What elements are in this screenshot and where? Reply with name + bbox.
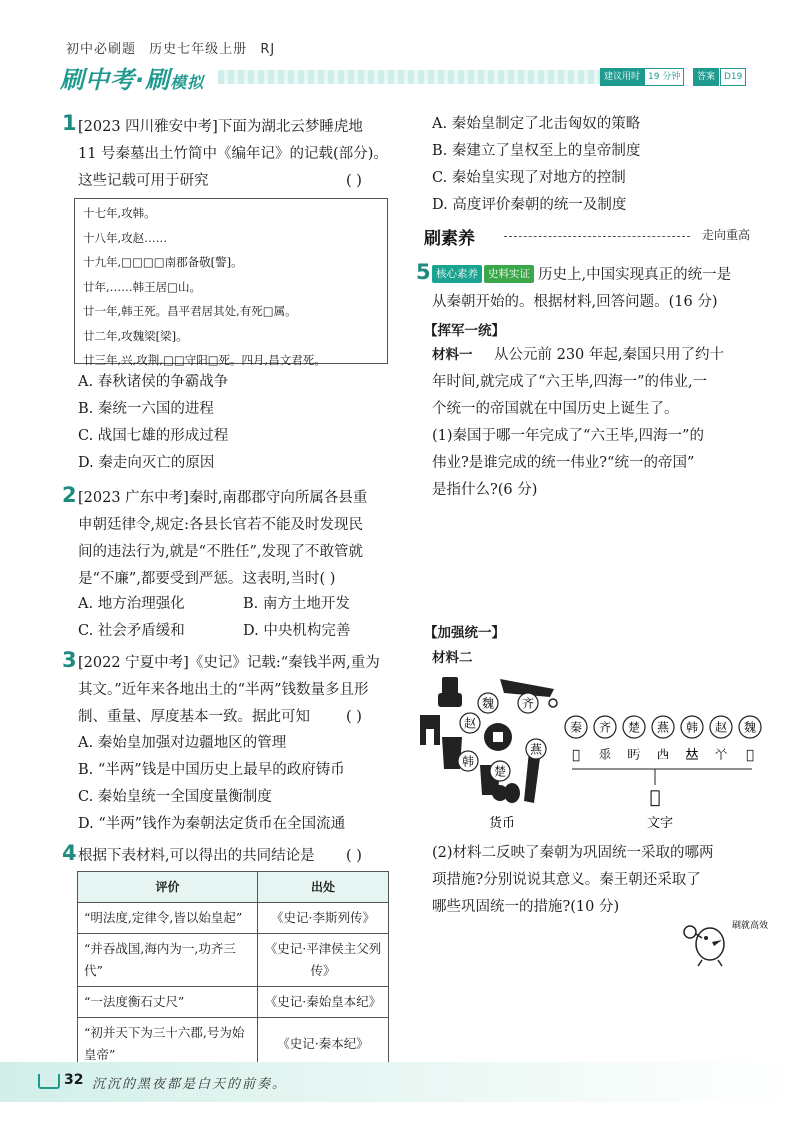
answer-label: 答案 [693,68,719,86]
subject-name: 历史七年级上册 [149,42,248,57]
svg-text:魏: 魏 [481,696,495,711]
time-value: 19 分钟 [644,68,684,86]
option-a: A. 春秋诸侯的争霸战争 [78,374,229,390]
q4-table [77,871,389,1071]
option-a: A. 秦始皇加强对边疆地区的管理 [78,735,287,751]
ancient-script-glyph: 𠁢 [746,748,754,763]
subquestion-line: 项措施?分别说说其意义。秦王朝还采取了 [432,872,701,888]
section-title: 刷素养 [424,229,475,249]
table-cell: 《史记·平津侯主父列传》 [258,934,389,987]
subsection-heading: 【挥军一统】 [424,323,505,339]
mascot-text: 刷就高效 [732,921,769,931]
option-c: C. 秦始皇统一全国度量衡制度 [78,789,272,805]
option-d: D. 高度评价秦朝的统一及制度 [432,197,627,213]
option-c: C. 战国七雄的形成过程 [78,428,229,444]
svg-text:赵: 赵 [714,720,728,735]
svg-text:楚: 楚 [627,720,641,735]
coin-state-label [490,761,510,781]
coin-state-label [458,751,478,771]
page-number: 32 [64,1072,84,1088]
brand-bar [60,60,750,94]
option-a: A. 秦始皇制定了北击匈奴的策略 [432,116,641,132]
q5-stem-line: 历史上,中国实现真正的统一是 [538,267,732,283]
table-cell: 《史记·李斯列传》 [258,903,389,934]
svg-text:燕: 燕 [656,720,670,735]
material-label: 材料二 [432,650,473,666]
script-state-label [565,716,587,763]
option-d: D. 中央机构完善 [243,623,351,639]
material-line: 廿一年,韩王死。昌平君居其处,有死□属。 [83,304,297,318]
question-number: 5 [416,260,431,284]
option-d: D. “半两”钱作为秦朝法定货币在全国流通 [78,816,346,832]
option-b: B. 南方土地开发 [243,596,350,612]
svg-text:齐: 齐 [521,696,535,711]
table-cell: 《史记·秦始皇本纪》 [258,987,389,1018]
q2-stem-line: 是“不廉”,都要受到严惩。这表明,当时( ) [78,571,336,587]
q2-stem-line: 间的违法行为,就是“不胜任”,发现了不敢管就 [78,544,364,560]
table-row [78,903,389,934]
script-state-label [739,716,761,763]
q1-material-box [74,198,388,367]
table-cell: “并吞战国,海内为一,功齐三代” [78,934,258,987]
material-line: 从公元前 230 年起,秦国只用了约十 [494,347,725,363]
material-2-illustration [412,665,757,835]
material-line: 十九年,□□□□南郡备敬[警]。 [83,255,243,269]
script-state-label [594,716,616,763]
svg-text:魏: 魏 [743,720,757,735]
script-state-label [681,716,703,763]
option-c: C. 社会矛盾缓和 [78,623,185,639]
table-cell: “明法度,定律令,皆以始皇起” [78,903,258,934]
q2-stem-line: [2023 广东中考]秦时,南郡郡守向所属各县重 [78,490,368,506]
material-label: 材料一 [432,347,473,363]
svg-text:秦: 秦 [569,720,583,735]
ancient-script-glyph: 𢍄 [572,748,580,763]
section-header [424,224,750,248]
running-header [66,38,283,57]
subquestion-line: 是指什么?(6 分) [432,482,538,498]
coin-caption: 货币 [488,816,516,831]
edition-label: RJ [260,42,276,57]
answer-blank: ( ) [346,709,362,725]
q1-stem-line: 这些记载可用于研究 [78,173,209,189]
table-cell: 《史记·秦本纪》 [258,1018,389,1071]
subsection-heading: 【加强统一】 [424,625,505,641]
script-comparison [565,716,761,763]
material-line: 十七年,攻韩。 [83,206,156,220]
question-number: 1 [62,111,77,135]
ancient-script-glyph: 𥃳 [627,748,641,763]
footer-quote: 沉沉的黑夜都是白天的前奏。 [92,1077,288,1092]
script-caption: 文字 [646,816,674,831]
subquestion-line: (1)秦国于哪一年完成了“六王毕,四海一”的 [432,428,704,444]
time-label: 建议用时 [600,68,644,86]
q1-stem-line: [2023 四川雅安中考]下面为湖北云梦睡虎地 [78,119,363,135]
table-row [78,987,389,1018]
material-line: 廿二年,攻魏梁[梁]。 [83,328,188,343]
q3-stem-line: [2022 宁夏中考]《史记》记载:“秦钱半两,重为 [78,655,380,671]
q2-stem-line: 申朝廷律令,规定:各县长官若不能及时发现民 [78,517,363,533]
mascot-icon [672,906,769,968]
ancient-script-glyph: 𠁥 [714,748,728,763]
coin-state-label [518,693,538,713]
material-line: 个统一的帝国就在中国历史上诞生了。 [432,401,679,417]
table-cell: “一法度衡石丈尺” [78,987,258,1018]
coin-state-label [478,693,498,713]
material-line: 廿年,……韩王居□山。 [83,279,202,294]
answer-blank: ( ) [346,173,362,189]
table-cell: “初并天下为三十六郡,号为始皇帝” [78,1018,258,1071]
section-divider [504,236,690,237]
script-state-label [652,716,674,763]
q5-stem-line: 从秦朝开始的。根据材料,回答问题。(16 分) [432,294,718,310]
core-literacy-badge: 核心素养 [432,265,482,283]
q1-stem-line: 11 号秦墓出土竹简中《编年记》的记载(部分)。 [78,146,388,162]
q3-stem-line: 其文。”近年来各地出土的“半两”钱数量多且形 [78,682,369,698]
unified-script-glyph: 𢍄 [649,787,661,808]
option-b: B. 秦统一六国的进程 [78,401,214,417]
brand-stripe [218,70,658,84]
coin-state-label [460,713,480,733]
option-a: A. 地方治理强化 [78,596,185,612]
ancient-script-glyph: 𠂹 [598,748,612,763]
series-name: 初中必刷题 [66,42,137,57]
svg-text:楚: 楚 [493,764,507,779]
answer-page: D19 [720,68,746,86]
svg-text:韩: 韩 [461,754,475,769]
question-number: 2 [62,483,77,507]
ancient-script-glyph: 𠀤 [685,748,699,763]
book-icon [38,1074,60,1089]
material-line: 廿三年,兴,攻荆,□□守阳□死。四月,昌文君死。 [83,353,326,367]
q4-stem: 根据下表材料,可以得出的共同结论是 [78,848,315,864]
q3-stem-line: 制、重量、厚度基本一致。据此可知 [78,709,310,725]
svg-text:燕: 燕 [529,742,543,757]
material-line: 十八年,攻赵…… [83,230,168,245]
brand-logo: 刷中考·刷模拟 [60,66,205,94]
ancient-script-glyph: 𠁤 [656,748,670,763]
option-b: B. 秦建立了皇权至上的皇帝制度 [432,143,641,159]
script-state-label [710,716,732,763]
answer-blank: ( ) [346,848,362,864]
table-header-row [78,872,389,903]
svg-text:齐: 齐 [598,720,612,735]
page-footer [0,1062,800,1102]
subquestion-line: 哪些巩固统一的措施?(10 分) [432,899,620,915]
table-row [78,934,389,987]
script-state-label [623,716,645,763]
option-d: D. 秦走向灭亡的原因 [78,455,215,471]
subquestion-line: (2)材料二反映了秦朝为巩固统一采取的哪两 [432,845,714,861]
section-subtitle: 走向重高 [701,228,750,242]
table-header: 评价 [78,872,258,903]
svg-text:赵: 赵 [463,716,477,731]
coin-state-label [526,739,546,759]
question-number: 4 [62,841,77,865]
evidence-badge: 史料实证 [484,265,534,283]
material-line: 年时间,就完成了“六王毕,四海一”的伟业,一 [432,374,708,390]
option-b: B. “半两”钱是中国历史上最早的政府铸币 [78,762,345,778]
option-c: C. 秦始皇实现了对地方的控制 [432,170,626,186]
table-header: 出处 [258,872,389,903]
question-number: 3 [62,648,77,672]
subquestion-line: 伟业?是谁完成的统一伟业?“统一的帝国” [432,455,695,471]
svg-text:韩: 韩 [685,720,699,735]
